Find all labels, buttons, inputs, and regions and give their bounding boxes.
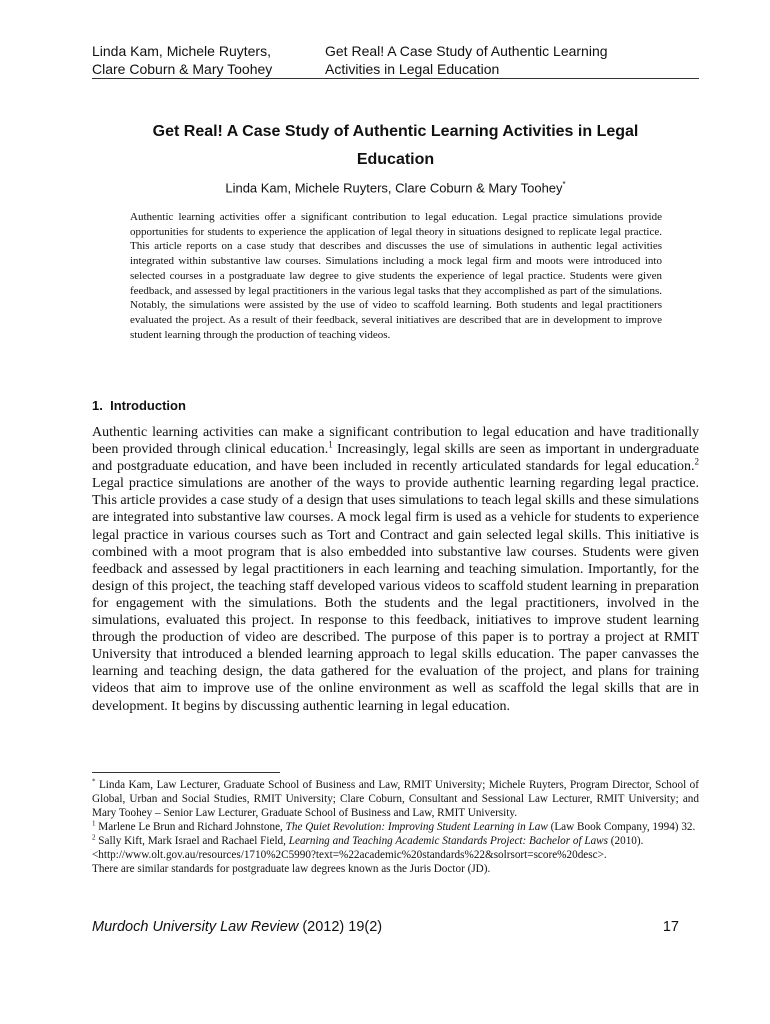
body-text-part-2: Increasingly, legal skills are seen as important in undergraduate and postgraduate education, and have been included in recently articulated standards for legal education. (92, 442, 700, 475)
footnote-1-text-b: (Law Book Company, 1994) 32. (547, 821, 696, 833)
footnote-star-marker: * (92, 777, 96, 786)
page-number: 17 (662, 919, 679, 935)
running-header-authors (92, 42, 272, 78)
footnote-1-book-title: The Quiet Revolution: Improving Student Learning in Law (285, 821, 548, 833)
running-header-title (325, 42, 608, 78)
footnote-2-marker: 2 (92, 833, 96, 842)
footnote-2-text-a: Sally Kift, Mark Israel and Rachael Field, (95, 835, 289, 847)
section-heading (92, 397, 186, 415)
footnote-1-text-a: Marlene Le Brun and Richard Johnstone, (95, 821, 286, 833)
section-number: 1. (92, 398, 103, 413)
journal-name: Murdoch University Law Review (92, 919, 299, 935)
header-authors-line-1: Linda Kam, Michele Ruyters, (92, 43, 271, 59)
footnote-2-note: There are similar standards for postgraduate law degrees known as the Juris Doctor (JD). (92, 863, 491, 875)
abstract: Authentic learning activities offer a significant contribution to legal education. Legal practice simulations provide opportunities for students to experience the application of legal theory in situations designed to replicate legal practice. This article reports on a case study that describes and discusses the use of simulations in authentic legal activities integrated within substantive law courses. Simulations including a mock legal firm and moots were introduced into selected courses in a postgraduate law degree to give students the experience of legal practice. Students were given feedback, and assessed by legal practitioners in the various legal tasks that they accomplished as part of the simulations. Notably, the simulations were assisted by the use of video to scaffold learning. Both students and legal practitioners evaluated the project. As a result of their feedback, several initiatives are described that are in development to improve student learning through the production of teaching videos. (130, 211, 662, 341)
footnote-2 (92, 834, 699, 848)
running-header (92, 42, 699, 79)
footnote-star (92, 778, 699, 820)
author-footnote-marker: * (562, 180, 566, 189)
section-title: Introduction (110, 398, 186, 413)
journal-issue: (2012) 19(2) (298, 919, 383, 935)
page-footer (92, 917, 699, 939)
author-names: Linda Kam, Michele Ruyters, Clare Coburn & Mary Toohey (225, 180, 563, 196)
body-text-part-1: Authentic learning activities can make a significant contribution to legal education and have traditionally been provided through clinical education. (92, 425, 699, 458)
header-authors-line-2: Clare Coburn & Mary Toohey (92, 61, 273, 77)
article-title-line-2: Education (356, 151, 435, 168)
body-paragraph (92, 424, 699, 715)
footnote-ref-1[interactable]: 1 (328, 439, 333, 450)
header-title-line-1: Get Real! A Case Study of Authentic Learning (325, 43, 608, 59)
author-line (92, 176, 699, 197)
footnote-1-marker: 1 (92, 819, 96, 828)
header-title-line-2: Activities in Legal Education (325, 61, 500, 77)
article-title (92, 118, 699, 174)
footer-journal (92, 917, 382, 937)
footnote-1 (92, 820, 699, 834)
footnotes (92, 778, 699, 876)
footnote-2-report-title: Learning and Teaching Academic Standards Project: Bachelor of Laws (288, 835, 608, 847)
footnote-ref-2[interactable]: 2 (694, 456, 699, 467)
footnote-2-url[interactable]: <http://www.olt.gov.au/resources/1710%2C5990?text=%22academic%20standards%22&solrsort=score%20desc>. (92, 849, 607, 861)
footnote-2-text-b: (2010). (608, 835, 644, 847)
footnote-divider (92, 772, 280, 773)
article-title-line-1: Get Real! A Case Study of Authentic Learning Activities in Legal (152, 123, 639, 140)
footnote-star-text: Linda Kam, Law Lecturer, Graduate School of Business and Law, RMIT University; Michele Ruyters, Program Director, School of Global, Urban and Social Studies, RMIT University; Clare Coburn, Consultant and Sessional Law Lecturer, RMIT University; and Mary Toohey – Senior Law Lecturer, Graduate School of Business and Law, RMIT University. (92, 779, 699, 819)
body-text-part-3: Legal practice simulations are another of the ways to provide authentic learning regarding legal practice. This article provides a case study of a design that uses simulations to teach legal skills and these simulations are integrated into substantive law courses. A mock legal firm is used as a vehicle for students to experience legal practice in various courses such as Tort and Contract and gain selected legal skills. This initiative is combined with a moot program that is also embedded into substantive law courses. Students were given feedback and assessed by legal practitioners in each learning and teaching simulation. Importantly, for the design of this project, the teaching staff developed various videos to scaffold student learning in preparation for engagement with the simulations. Both the students and the legal practitioners, involved in the simulations, evaluated this project. In response to this feedback, initiatives to improve student learning through the production of video are described. The purpose of this paper is to portray a project at RMIT University that introduced a blended learning approach to legal skills education. The paper canvasses the learning and teaching design, the data gathered for the evaluation of the project, and plans for training videos that aim to improve use of the online environment as well as scaffold the legal skills that are in development. It begins by discussing authentic learning in legal education. (92, 476, 699, 714)
